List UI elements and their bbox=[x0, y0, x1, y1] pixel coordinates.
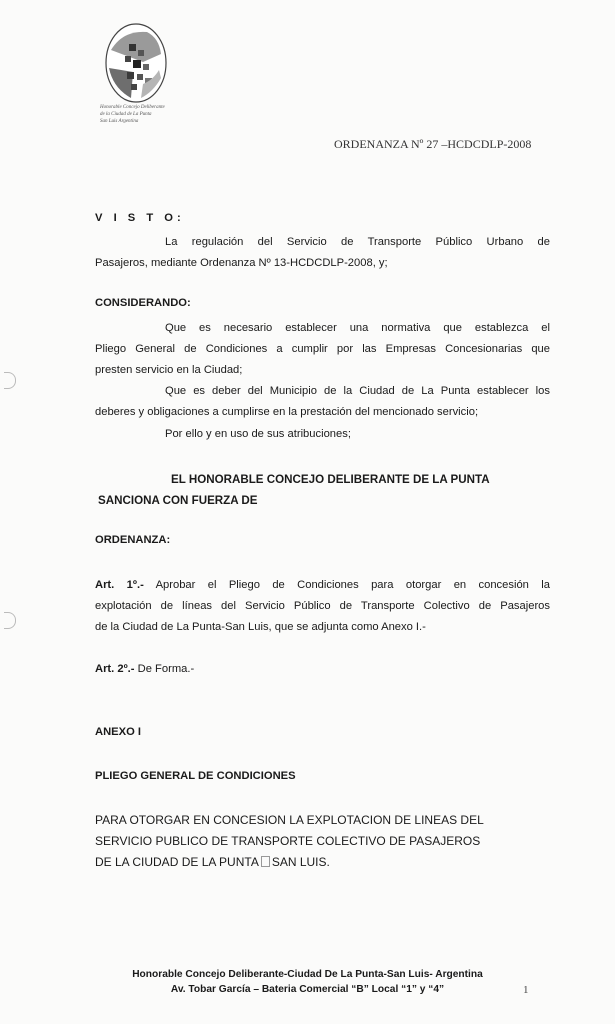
ordinance-number: ORDENANZA Nº 27 –HCDCDLP-2008 bbox=[334, 137, 532, 151]
text-line: Que es necesario establecer una normativa que establezca el bbox=[165, 322, 550, 334]
page-footer bbox=[95, 967, 520, 997]
considerando-paragraph-2 bbox=[95, 381, 550, 423]
page-number: 1 bbox=[523, 984, 529, 996]
anexo-paragraph bbox=[95, 810, 484, 873]
text-segment: DE LA CIUDAD DE LA PUNTA bbox=[95, 855, 259, 869]
text-line: Pasajeros, mediante Ordenanza Nº 13-HCDCDLP-2008, y; bbox=[95, 257, 388, 269]
logo-caption bbox=[100, 104, 180, 125]
text-line: La regulación del Servicio de Transporte Público Urbano de bbox=[165, 236, 550, 248]
text-line: SERVICIO PUBLICO DE TRANSPORTE COLECTIVO DE PASAJEROS bbox=[95, 834, 481, 848]
article-2 bbox=[95, 659, 550, 680]
considerando-paragraph-3 bbox=[95, 424, 550, 445]
footer-line: Av. Tobar García – Bateria Comercial “B” Local “1” y “4” bbox=[170, 984, 445, 995]
article-1 bbox=[95, 575, 550, 638]
missing-glyph-box bbox=[261, 856, 270, 867]
punch-hole-mark bbox=[4, 612, 16, 629]
article-1-text: Aprobar el Pliego de Condiciones para otorgar en concesión la bbox=[155, 579, 550, 591]
footer-line: Honorable Concejo Deliberante-Ciudad De La Punta-San Luis- Argentina bbox=[132, 969, 483, 980]
sanciona-line: SANCIONA CON FUERZA DE bbox=[98, 494, 258, 507]
text-line: Por ello y en uso de sus atribuciones; bbox=[165, 428, 351, 440]
logo-caption-line: Honorable Concejo Deliberante bbox=[100, 105, 165, 110]
ordenanza-heading: ORDENANZA: bbox=[95, 534, 171, 546]
text-line bbox=[95, 852, 484, 873]
text-segment: SAN LUIS. bbox=[271, 855, 330, 869]
sanciona-line: EL HONORABLE CONCEJO DELIBERANTE DE LA PUNTA bbox=[171, 473, 490, 486]
anexo-heading: ANEXO I bbox=[95, 726, 142, 738]
council-logo bbox=[103, 22, 169, 104]
text-line: presten servicio en la Ciudad; bbox=[95, 364, 243, 376]
text-line: Pliego General de Condiciones a cumplir por las Empresas Concesionarias que bbox=[95, 343, 550, 355]
text-line: PARA OTORGAR EN CONCESION LA EXPLOTACION DE LINEAS DEL bbox=[95, 813, 484, 827]
logo-caption-line: de la Ciudad de La Punta bbox=[100, 112, 152, 117]
visto-heading: V I S T O: bbox=[95, 212, 185, 224]
considerando-heading: CONSIDERANDO: bbox=[95, 297, 191, 309]
text-line: explotación de líneas del Servicio Público de Transporte Colectivo de Pasajeros bbox=[95, 600, 550, 612]
article-1-label: Art. 1º.- bbox=[95, 579, 144, 591]
sanciona-heading bbox=[98, 469, 490, 511]
text-line bbox=[95, 575, 550, 596]
text-line: Que es deber del Municipio de la Ciudad de La Punta establecer los bbox=[165, 385, 550, 397]
considerando-paragraph-1 bbox=[95, 318, 550, 381]
text-line: de la Ciudad de La Punta-San Luis, que se adjunta como Anexo I.- bbox=[95, 621, 426, 633]
article-2-text: De Forma.- bbox=[137, 663, 195, 675]
article-2-label: Art. 2º.- bbox=[95, 663, 135, 675]
text-line: deberes y obligaciones a cumplirse en la prestación del mencionado servicio; bbox=[95, 406, 479, 418]
logo-caption-line: San Luis Argentina bbox=[100, 119, 139, 124]
punch-hole-mark bbox=[4, 372, 16, 389]
visto-paragraph bbox=[95, 232, 550, 274]
pliego-heading: PLIEGO GENERAL DE CONDICIONES bbox=[95, 770, 296, 782]
